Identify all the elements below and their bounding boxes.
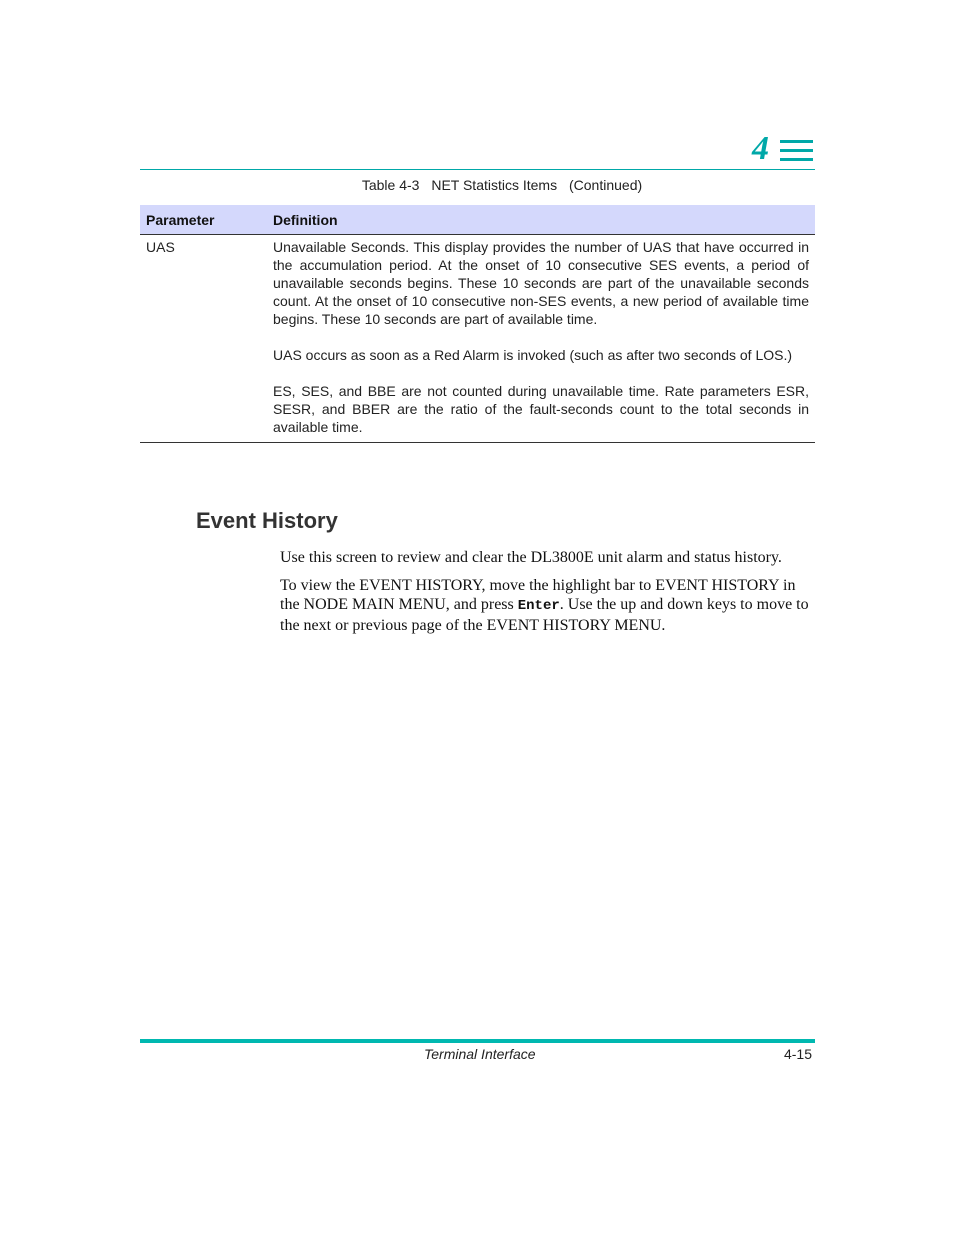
cell-parameter: UAS — [140, 235, 267, 443]
definition-paragraph: Unavailable Seconds. This display provides the number of UAS that have occurred in the accumulation period. At the onset of 10 consecutive SES events, a period of unavailable seconds begins. These 10 seconds are part of the unavailable seconds count. At the onset of 10 consecutive non-SES events, a new period of available time begins. These 10 seconds are part of available time. — [273, 239, 809, 327]
column-header-definition: Definition — [267, 205, 815, 235]
definition-paragraph: UAS occurs as soon as a Red Alarm is invoked (such as after two seconds of LOS.) — [273, 347, 793, 363]
footer-rule — [140, 1039, 815, 1043]
table-caption-title: NET Statistics Items — [431, 177, 558, 193]
body-paragraph-2 — [280, 576, 812, 635]
header-rule — [140, 169, 815, 170]
definition-paragraph: ES, SES, and BBE are not counted during unavailable time. Rate parameters ESR, SESR, and BBER are the ratio of the fault-seconds count to the total seconds in available time. — [273, 383, 809, 435]
section-body — [280, 548, 812, 644]
body-text-after: . Use the up and down keys to move to the next or previous page of the EVENT HISTORY MENU. — [280, 596, 809, 634]
table-header-row — [140, 205, 815, 235]
chapter-bars-icon — [780, 140, 813, 167]
footer-page-number: 4-15 — [783, 1046, 812, 1062]
chapter-marker — [752, 132, 816, 170]
table-caption-number: Table 4-3 — [361, 177, 420, 193]
column-header-parameter: Parameter — [140, 205, 267, 235]
body-text-before: To view the EVENT HISTORY, move the highlight bar to EVENT HISTORY in the NODE MAIN MENU, and press — [280, 577, 796, 613]
table-caption-suffix: (Continued) — [569, 177, 643, 193]
table-row — [140, 235, 815, 443]
table-caption — [140, 177, 864, 193]
footer-title: Terminal Interface — [424, 1046, 536, 1062]
net-statistics-table — [140, 205, 815, 443]
cell-definition — [267, 235, 815, 443]
chapter-number: 4 — [752, 130, 769, 167]
section-heading: Event History — [196, 508, 338, 533]
body-paragraph-1: Use this screen to review and clear the DL3800E unit alarm and status history. — [280, 549, 782, 566]
enter-key-label: Enter — [517, 598, 560, 614]
